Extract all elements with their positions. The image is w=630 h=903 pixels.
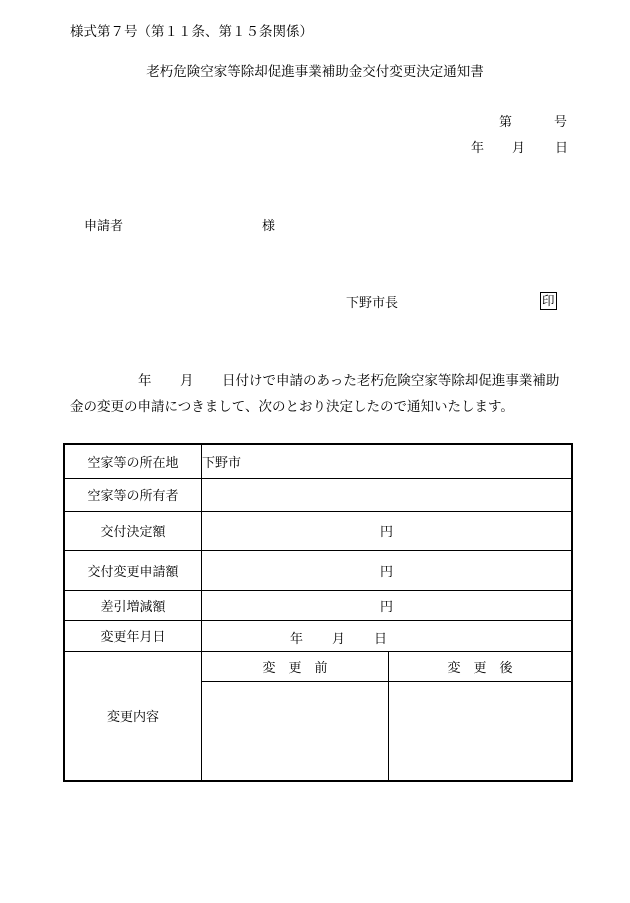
issue-date-day: 日 (555, 141, 569, 156)
issue-date-year: 年 (471, 141, 485, 156)
before-change-header: 変 更 前 (202, 651, 389, 681)
owner-value (202, 478, 573, 511)
applicant-label: 申請者 (84, 219, 124, 234)
owner-label: 空家等の所有者 (64, 478, 202, 511)
body-year: 年 (138, 373, 152, 389)
after-change-header: 変 更 後 (389, 651, 573, 681)
before-change-cell (202, 681, 389, 781)
decision-amount-yen: 円 (202, 511, 573, 550)
change-date-label: 変更年月日 (64, 620, 202, 651)
location-label: 空家等の所在地 (64, 444, 202, 478)
document-title: 老朽危険空家等除却促進事業補助金交付変更決定通知書 (146, 64, 484, 80)
body-line1-text: 日付けで申請のあった老朽危険空家等除却促進事業補助 (222, 373, 560, 389)
doc-number-dai: 第 (499, 115, 513, 130)
after-change-cell (389, 681, 573, 781)
applicant-honorific: 様 (262, 219, 276, 234)
change-date-value (202, 620, 573, 651)
subsidy-change-table (63, 443, 573, 782)
form-id: 様式第７号（第１１条、第１５条関係） (70, 24, 313, 40)
change-date-day: 日 (374, 631, 388, 647)
doc-number-go: 号 (554, 115, 568, 130)
change-date-month: 月 (332, 631, 346, 647)
difference-yen: 円 (202, 590, 573, 620)
issuer-name: 下野市長 (346, 296, 399, 311)
body-line-2: 金の変更の申請につきまして、次のとおり決定したので通知いたします。 (70, 399, 514, 415)
change-contents-label: 変更内容 (64, 651, 202, 781)
seal-mark: 印 (542, 293, 555, 308)
difference-label: 差引増減額 (64, 590, 202, 620)
decision-amount-label: 交付決定額 (64, 511, 202, 550)
change-request-amount-label: 交付変更申請額 (64, 550, 202, 590)
change-request-amount-yen: 円 (202, 550, 573, 590)
issue-date-month: 月 (512, 141, 526, 156)
body-month: 月 (180, 373, 194, 389)
location-value: 下野市 (202, 444, 573, 478)
change-date-year: 年 (290, 631, 304, 647)
